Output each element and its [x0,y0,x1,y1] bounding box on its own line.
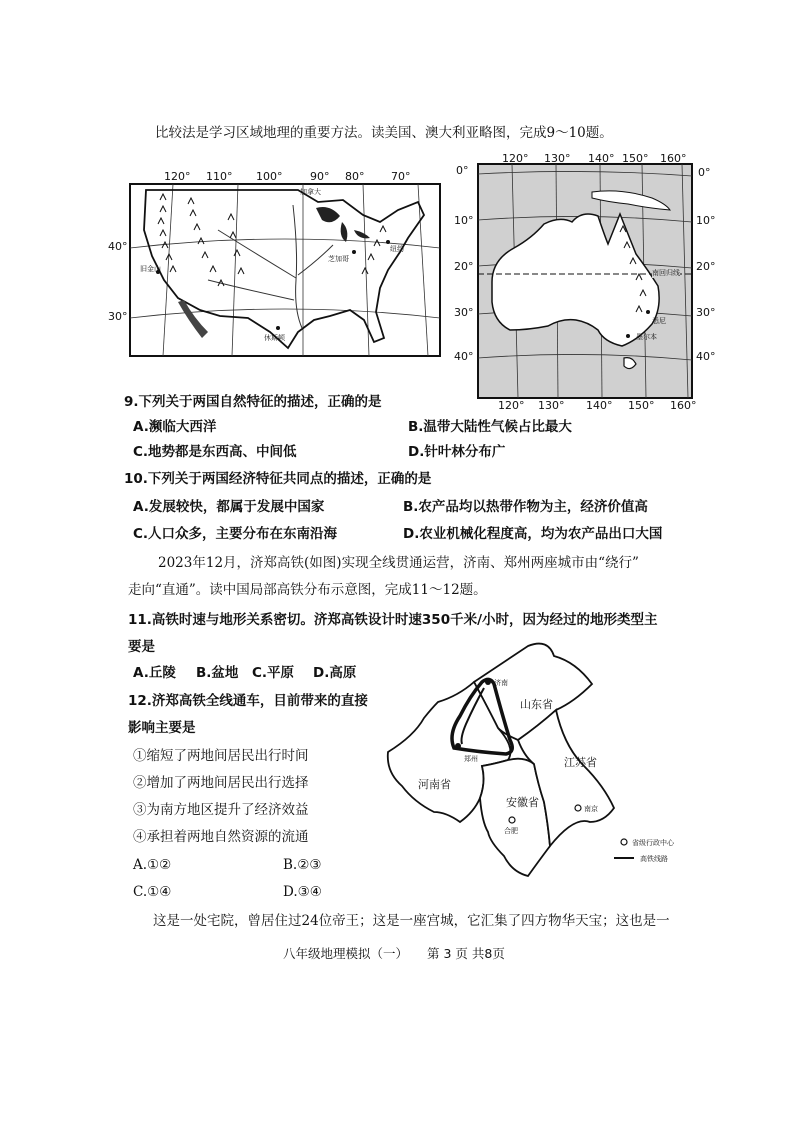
aus-lon-bottom: 130° [538,399,565,412]
australia-map-graphic [452,152,722,414]
aus-lon-bottom: 120° [498,399,525,412]
label-anhui: 安徽省 [506,796,539,809]
label-nanjing: 南京 [584,805,598,813]
usa-lon-label: 100° [256,170,283,183]
aus-lon-top: 160° [660,152,687,165]
label-hefei: 合肥 [504,827,518,835]
q10-stem: 10.下列关于两国经济特征共同点的描述，正确的是 [124,471,432,487]
intro-text: 比较法是学习区域地理的重要方法。读美国、澳大利亚略图，完成9～10题。 [155,125,613,141]
q10-option-a[interactable]: A.发展较快，都属于发展中国家 [133,499,325,515]
aus-lat-left: 0° [456,164,469,177]
label-sydney: 悉尼 [652,317,666,325]
label-melbourne: 墨尔本 [636,333,657,341]
q12-item-3: ③为南方地区提升了经济效益 [133,802,309,818]
usa-lon-label: 70° [391,170,411,183]
q9-option-d[interactable]: D.针叶林分布广 [408,444,506,460]
aus-lat-left: 30° [454,306,474,319]
legend-rail-line: 高铁线路 [640,855,668,863]
q12-item-4: ④承担着两地自然资源的流通 [133,829,309,845]
q12-item-2: ②增加了两地间居民出行选择 [133,775,309,791]
usa-lon-label: 120° [164,170,191,183]
q10-option-b[interactable]: B.农产品均以热带作物为主，经济价值高 [403,499,648,515]
aus-lat-right: 0° [698,166,711,179]
q11-option-b[interactable]: B.盆地 [196,665,239,681]
label-jinan: 济南 [494,679,508,687]
q11-option-d[interactable]: D.高原 [313,665,357,681]
q12-option-d[interactable]: D.③④ [283,884,322,900]
q12-option-a[interactable]: A.①② [133,857,172,873]
label-zhengzhou: 郑州 [464,755,478,763]
usa-lon-label: 90° [310,170,330,183]
aus-lon-top: 130° [544,152,571,165]
aus-lat-left: 40° [454,350,474,363]
q12-item-1: ①缩短了两地间居民出行时间 [133,748,309,764]
aus-lat-right: 20° [696,260,716,273]
passage3-text: 这是一处宅院，曾居住过24位帝王；这是一座宫城，它汇集了四方物华天宝；这也是一 [153,913,670,929]
china-rail-map [378,636,678,882]
label-houston: 休斯顿 [264,334,285,342]
q12-option-c[interactable]: C.①④ [133,884,172,900]
label-shandong: 山东省 [520,698,553,711]
q10-option-c[interactable]: C.人口众多，主要分布在东南沿海 [133,526,338,542]
q12-option-b[interactable]: B.②③ [283,857,322,873]
aus-lat-right: 10° [696,214,716,227]
q10-option-d[interactable]: D.农业机械化程度高，均为农产品出口大国 [403,526,663,542]
q11-option-c[interactable]: C.平原 [252,665,295,681]
usa-lon-label: 110° [206,170,233,183]
q9-option-b[interactable]: B.温带大陆性气候占比最大 [408,419,572,435]
q9-option-c[interactable]: C.地势都是东西高、中间低 [133,444,297,460]
usa-map-graphic [118,160,448,360]
footer-exam-title: 八年级地理模拟（一） [283,946,409,961]
legend-provincial-center: 省级行政中心 [632,839,674,847]
aus-lon-top: 120° [502,152,529,165]
label-chicago: 芝加哥 [328,255,349,263]
passage2-line2: 走向“直通”。读中国局部高铁分布示意图，完成11～12题。 [128,582,487,598]
aus-lon-bottom: 160° [670,399,697,412]
aus-lat-left: 20° [454,260,474,273]
usa-lat-label: 40° [108,240,128,253]
aus-lon-top: 150° [622,152,649,165]
q11-option-a[interactable]: A.丘陵 [133,665,176,681]
q12-stem-line2: 影响主要是 [128,720,196,736]
usa-map [108,160,448,360]
usa-lon-label: 80° [345,170,365,183]
label-tropic: 南回归线 [652,269,680,277]
q12-stem-line1: 12.济郑高铁全线通车，目前带来的直接 [128,693,368,709]
aus-lon-top: 140° [588,152,615,165]
aus-lat-right: 40° [696,350,716,363]
label-sanfrancisco: 旧金山 [140,265,161,273]
aus-lon-bottom: 140° [586,399,613,412]
passage2-line1: 2023年12月，济郑高铁(如图)实现全线贯通运营，济南、郑州两座城市由“绕行” [158,555,639,571]
q9-stem: 9.下列关于两国自然特征的描述，正确的是 [124,394,382,410]
label-newyork: 纽约 [390,245,404,253]
q9-option-a[interactable]: A.濒临大西洋 [133,419,217,435]
aus-lon-bottom: 150° [628,399,655,412]
australia-map [452,152,722,414]
label-henan: 河南省 [418,778,451,791]
aus-lat-left: 10° [454,214,474,227]
q11-stem-line1: 11.高铁时速与地形关系密切。济郑高铁设计时速350千米/小时，因为经过的地形类型主 [128,612,658,628]
footer-page-number: 第 3 页 共8页 [427,946,505,961]
label-canada: 加拿大 [300,188,321,196]
usa-lat-label: 30° [108,310,128,323]
q11-stem-line2: 要是 [128,639,155,655]
label-jiangsu: 江苏省 [564,756,597,769]
aus-lat-right: 30° [696,306,716,319]
